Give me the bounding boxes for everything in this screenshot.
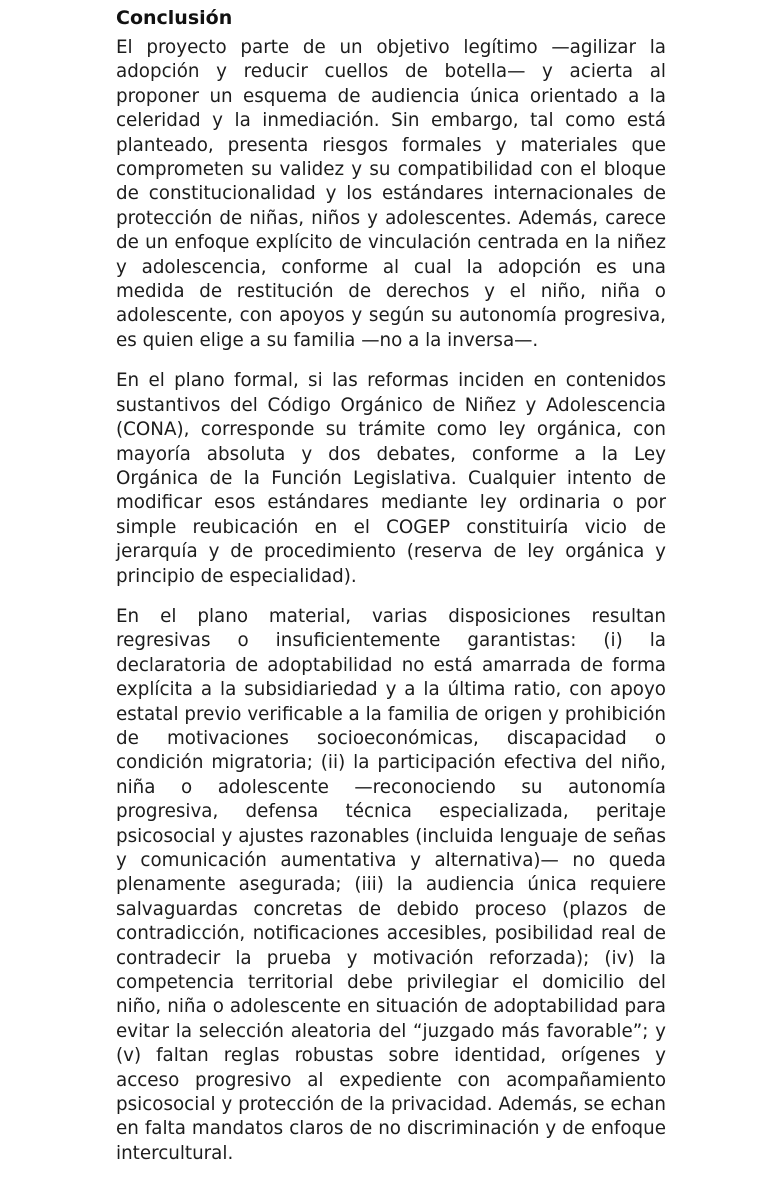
paragraph-intro: El proyecto parte de un objetivo legítimo —agilizar la adopción y reducir cuellos de botella— y acierta al proponer un esquema de audiencia única orientado a la celeridad y la inmediación. Sin embargo, tal como está planteado, presenta riesgos formales y materiales que comprometen su validez y su compatibilidad con el bloque de constitucionalidad y los estándares internacionales de protección de niñas, niños y adolescentes. Además, carece de un enfoque explícito de vinculación centrada en la niñez y adolescencia, conforme al cual la adopción es una medida de restitución de derechos y el niño, niña o adolescente, con apoyos y según su autonomía progresiva, es quien elige a su familia —no a la inversa—. — [116, 37, 666, 351]
paragraph-material: En el plano material, varias disposiciones resultan regresivas o insuficientemente garantistas: (i) la declaratoria de adoptabilidad no está amarrada de forma explícita a la subsidiariedad y a la última ratio, con apoyo estatal previo verificable a la familia de origen y prohibición de motivaciones socioeconómicas, discapacidad o condición migratoria; (ii) la participación efectiva del niño, niña o adolescente —reconociendo su autonomía progresiva, defensa técnica especializada, peritaje psicosocial y ajustes razonables (incluida lenguaje de señas y comunicación aumentativa y alternativa)— no queda plenamente asegurada; (iii) la audiencia única requiere salvaguardas concretas de debido proceso (plazos de contradicción, notificaciones accesibles, posibilidad real de contradecir la prueba y motivación reforzada); (iv) la competencia territorial debe privilegiar el domicilio del niño, niña o adolescente en situación de adoptabilidad para evitar la selección aleatoria del “juzgado más favorable”; y (v) faltan reglas robustas sobre identidad, orígenes y acceso progresivo al expediente con acompañamiento psicosocial y protección de la privacidad. Además, se echan en falta mandatos claros de no discriminación y de enfoque intercultural. — [116, 605, 666, 1164]
paragraph-formal: En el plano formal, si las reformas inciden en contenidos sustantivos del Código Orgánico de Niñez y Adolescencia (CONA), corresponde su trámite como ley orgánica, con mayoría absoluta y dos debates, conforme a la Ley Orgánica de la Función Legislativa. Cualquier intento de modificar esos estándares mediante ley ordinaria o por simple reubicación en el COGEP constituiría vicio de jerarquía y de procedimiento (reserva de ley orgánica y principio de especialidad). — [116, 370, 666, 587]
section-heading: Conclusión — [116, 7, 233, 29]
document-page — [116, 4, 666, 1182]
